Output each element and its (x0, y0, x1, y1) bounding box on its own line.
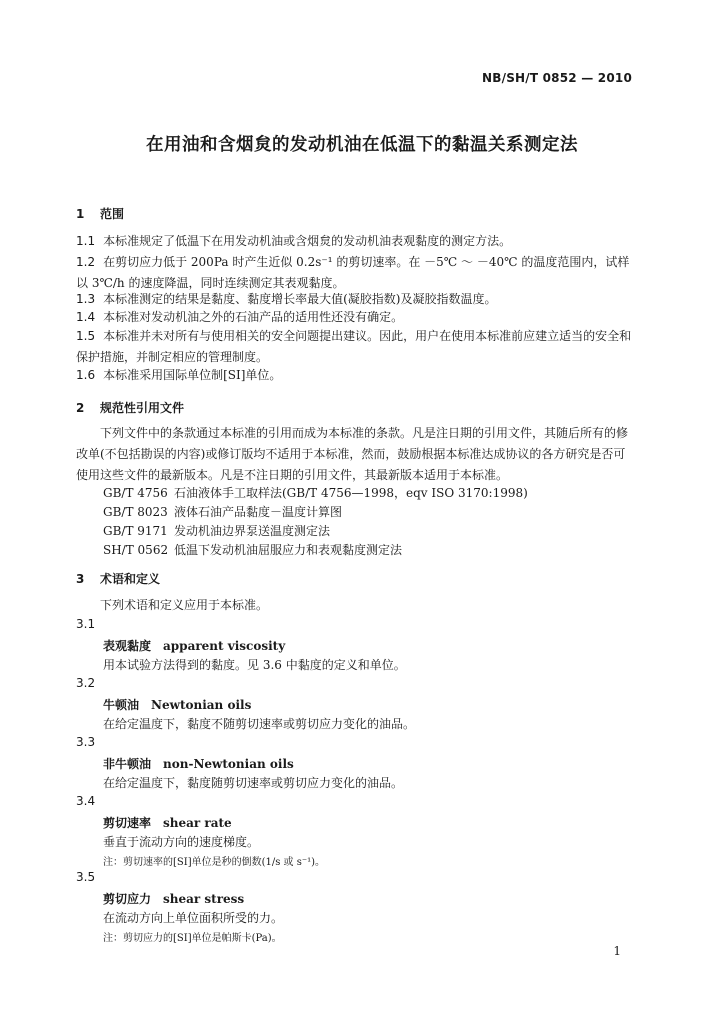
clause-number: 1.6 (76, 368, 96, 382)
clause-1-4 (76, 307, 632, 328)
reference-code: GB/T 4756 (103, 486, 168, 500)
reference-title: 液体石油产品黏度－温度计算图 (174, 505, 343, 519)
term-english: shear rate (163, 816, 232, 830)
references-intro: 下列文件中的条款通过本标准的引用而成为本标准的条款。凡是注日期的引用文件，其随后所有的修改单(不包括勘误的内容)或修订版均不适用于本标准，然而，鼓励根据本标准达成协议的各方研究是否可使用这些文件的最新版本。凡是不注日期的引用文件，其最新版本适用于本标准。 (76, 426, 629, 482)
term-english: non-Newtonian oils (163, 757, 294, 771)
term-number: 3.3 (76, 735, 96, 749)
reference-title: 石油液体手工取样法(GB/T 4756—1998，eqv ISO 3170:1998) (174, 486, 528, 500)
term-definition: 在流动方向上单位面积所受的力。 (103, 911, 284, 925)
clause-number: 1.5 (76, 329, 96, 343)
term-definition: 在给定温度下，黏度不随剪切速率或剪切应力变化的油品。 (103, 717, 416, 731)
clause-number: 1.3 (76, 292, 96, 306)
term-number: 3.4 (76, 794, 96, 808)
clause-text: 本标准测定的结果是黏度、黏度增长率最大值(凝胶指数)及凝胶指数温度。 (103, 292, 497, 306)
clause-text: 本标准规定了低温下在用发动机油或含烟炱的发动机油表观黏度的测定方法。 (103, 234, 512, 248)
term-number: 3.1 (76, 617, 96, 631)
reference-item (103, 484, 623, 503)
term-heading (103, 890, 623, 907)
clause-1-5 (76, 326, 632, 368)
term-chinese: 牛顿油 (103, 698, 140, 712)
term-note: 注：剪切应力的[SI]单位是帕斯卡(Pa)。 (103, 933, 282, 944)
term-heading (103, 696, 623, 713)
clause-number: 1.4 (76, 310, 96, 324)
section-number: 2 (76, 401, 85, 415)
term-number: 3.2 (76, 676, 96, 690)
page-number: 1 (613, 944, 621, 958)
reference-code: GB/T 8023 (103, 505, 168, 519)
clause-text: 本标准采用国际单位制[SI]单位。 (103, 368, 282, 382)
section-title: 规范性引用文件 (100, 401, 185, 415)
document-title: 在用油和含烟炱的发动机油在低温下的黏温关系测定法 (146, 135, 578, 155)
section-number: 1 (76, 207, 85, 221)
term-heading (103, 637, 623, 654)
section-number: 3 (76, 572, 85, 586)
reference-title: 发动机油边界泵送温度测定法 (174, 524, 331, 538)
clause-text: 在剪切应力低于 200Pa 时产生近似 0.2s⁻¹ 的剪切速率。在 －5℃ ～ －40℃ 的温度范围内，试样以 3℃/h 的速度降温，同时连续测定其表观黏度。 (76, 255, 630, 290)
term-definition: 在给定温度下，黏度随剪切速率或剪切应力变化的油品。 (103, 776, 404, 790)
clause-text: 本标准对发动机油之外的石油产品的适用性还没有确定。 (103, 310, 404, 324)
clause-1-2 (76, 252, 632, 294)
reference-item (103, 503, 623, 522)
clause-number: 1.2 (76, 255, 96, 269)
term-english: apparent viscosity (163, 639, 286, 653)
term-definition: 用本试验方法得到的黏度。见 3.6 中黏度的定义和单位。 (103, 658, 406, 672)
term-heading (103, 814, 623, 831)
standard-code: NB/SH/T 0852 — 2010 (482, 71, 632, 85)
clause-text: 本标准并未对所有与使用相关的安全问题提出建议。因此，用户在使用本标准前应建立适当的安全和保护措施，并制定相应的管理制度。 (76, 329, 632, 364)
clause-1-6 (76, 365, 632, 386)
reference-code: SH/T 0562 (103, 543, 169, 557)
section-3-heading (76, 570, 632, 587)
reference-code: GB/T 9171 (103, 524, 168, 538)
section-1-heading (76, 205, 632, 222)
term-note: 注：剪切速率的[SI]单位是秒的倒数(1/s 或 s⁻¹)。 (103, 857, 326, 868)
reference-list (103, 484, 623, 560)
section-title: 范围 (100, 207, 125, 221)
reference-item (103, 522, 623, 541)
term-heading (103, 755, 623, 772)
section-2-heading (76, 399, 632, 416)
clause-1-1 (76, 231, 632, 252)
section-title: 术语和定义 (100, 572, 161, 586)
clause-number: 1.1 (76, 234, 96, 248)
term-chinese: 剪切速率 (103, 816, 152, 830)
term-chinese: 表观黏度 (103, 639, 152, 653)
reference-title: 低温下发动机油屈服应力和表观黏度测定法 (174, 543, 403, 557)
term-chinese: 非牛顿油 (103, 757, 152, 771)
term-definition: 垂直于流动方向的速度梯度。 (103, 835, 260, 849)
term-number: 3.5 (76, 870, 96, 884)
terms-intro: 下列术语和定义应用于本标准。 (100, 598, 269, 612)
term-english: Newtonian oils (151, 698, 252, 712)
term-chinese: 剪切应力 (103, 892, 152, 906)
term-english: shear stress (163, 892, 245, 906)
reference-item (103, 541, 623, 560)
